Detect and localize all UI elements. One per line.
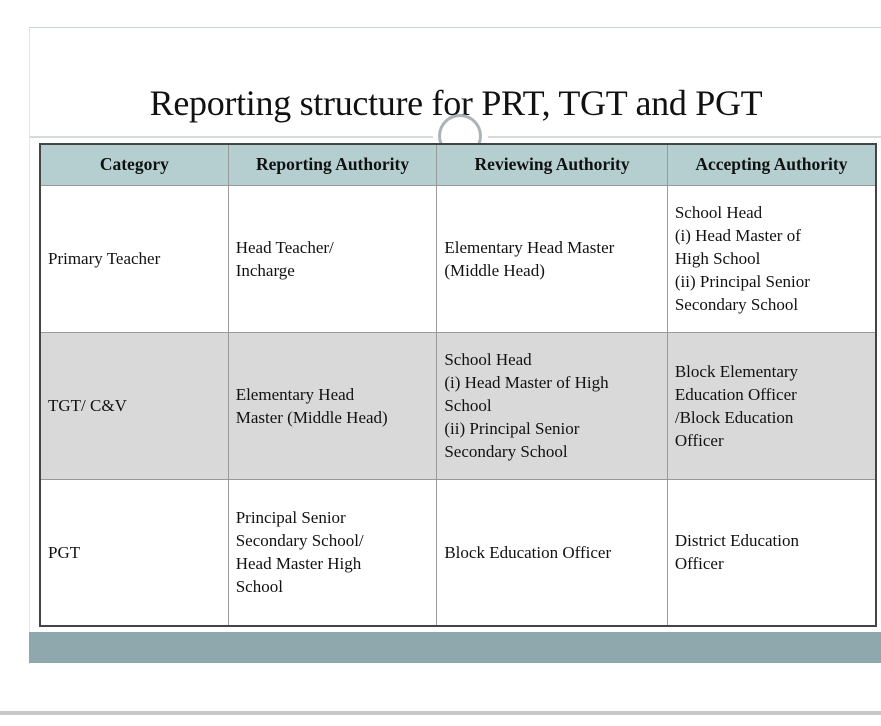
- cell-line: Secondary School/: [235, 531, 364, 551]
- cell-reporting-authority: [228, 332, 437, 479]
- cell-line: Education Officer: [674, 384, 797, 404]
- cell-line: Head Teacher/: [235, 237, 334, 257]
- cell-category: [40, 479, 228, 626]
- cell-accepting-authority: [667, 185, 876, 332]
- cell-line: School Head: [674, 203, 763, 222]
- header-category: Category: [40, 144, 228, 185]
- cell-line: Elementary Head: [235, 384, 355, 404]
- cell-line: Head Master High: [235, 554, 362, 574]
- cell-line: High School: [674, 249, 761, 268]
- cell-line: (ii) Principal Senior: [674, 272, 810, 291]
- cell-line: School Head: [444, 350, 532, 369]
- cell-line: (Middle Head): [444, 260, 545, 280]
- table-row: [40, 185, 876, 332]
- header-row: [40, 144, 876, 185]
- cell-line: Officer: [674, 430, 724, 450]
- cell-category: [40, 185, 228, 332]
- table-row: [40, 479, 876, 626]
- bottom-border: [0, 711, 881, 715]
- cell-category: [40, 332, 228, 479]
- cell-line: Principal Senior: [235, 508, 346, 528]
- cell-line: (i) Head Master of High: [444, 373, 609, 392]
- header-reviewing-authority: Reviewing Authority: [437, 144, 668, 185]
- footer-band: [29, 632, 881, 663]
- cell-reviewing-authority: [437, 479, 668, 626]
- table-row: [40, 332, 876, 479]
- cell-line: School: [235, 577, 283, 597]
- cell-line: Secondary School: [674, 295, 799, 314]
- cell-reporting-authority: [228, 479, 437, 626]
- slide-title: Reporting structure for PRT, TGT and PGT: [149, 83, 763, 123]
- cell-reviewing-authority: [437, 332, 668, 479]
- divider-left: [30, 136, 433, 138]
- cell-line: TGT/ C&V: [48, 396, 127, 415]
- cell-reviewing-authority: [437, 185, 668, 332]
- cell-line: Primary Teacher: [48, 249, 161, 268]
- cell-line: Block Elementary: [674, 361, 799, 381]
- cell-line: Master (Middle Head): [235, 407, 388, 427]
- cell-line: School: [444, 396, 492, 415]
- reporting-structure-table: [39, 143, 877, 627]
- cell-line: District Education: [674, 531, 800, 551]
- cell-line: Officer: [674, 554, 724, 574]
- cell-reporting-authority: [228, 185, 437, 332]
- cell-line: /Block Education: [674, 407, 794, 427]
- cell-line: Block Education Officer: [444, 542, 612, 562]
- header-reporting-authority: Reporting Authority: [228, 144, 437, 185]
- cell-accepting-authority: [667, 332, 876, 479]
- cell-line: (i) Head Master of: [674, 226, 801, 245]
- header-accepting-authority: Accepting Authority: [667, 144, 876, 185]
- cell-line: PGT: [48, 542, 81, 562]
- cell-line: Incharge: [235, 260, 295, 280]
- cell-line: Elementary Head Master: [444, 237, 615, 257]
- divider-right: [488, 136, 881, 138]
- cell-line: Secondary School: [444, 442, 568, 461]
- cell-line: (ii) Principal Senior: [444, 419, 580, 438]
- cell-accepting-authority: [667, 479, 876, 626]
